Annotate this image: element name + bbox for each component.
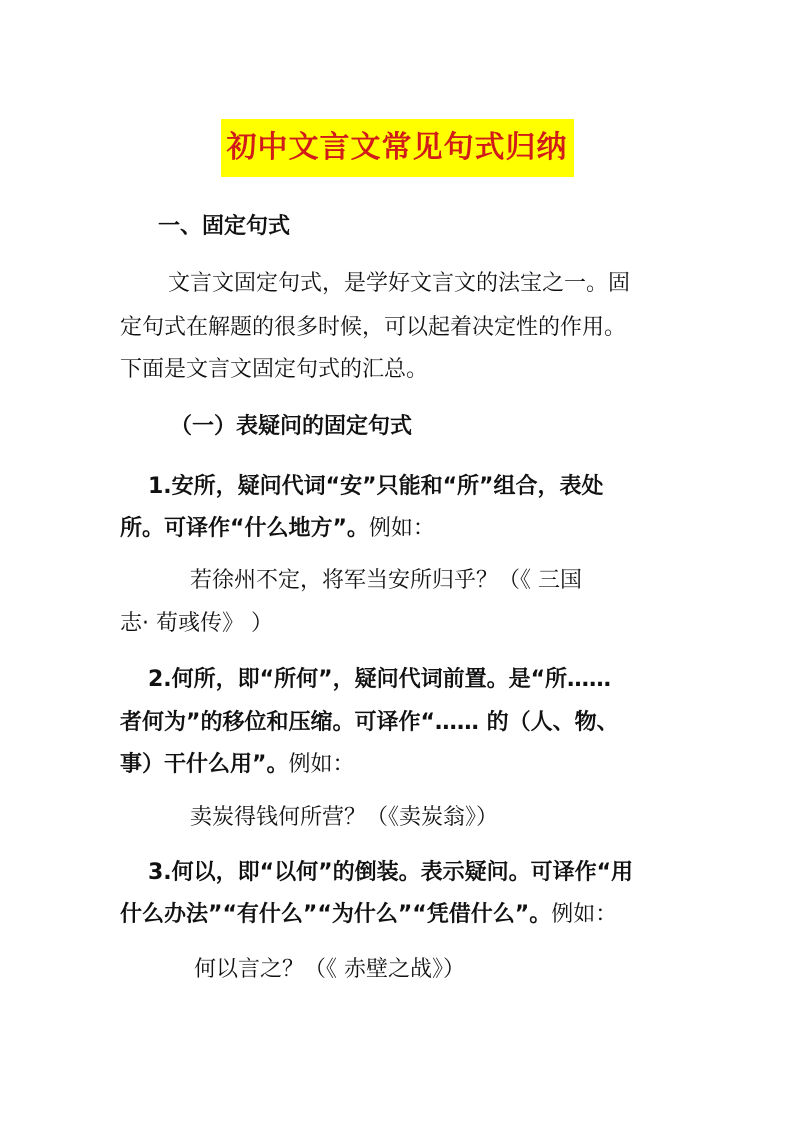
title-wrap [0, 119, 794, 177]
subsection-heading: （一）表疑问的固定句式 [170, 414, 413, 439]
item2-line-3 [120, 750, 354, 780]
intro-line-2: 定句式在解题的很多时候，可以起着决定性的作用。 [120, 315, 627, 340]
item1-example-prefix: 例如： [368, 516, 435, 541]
item2-line-3-text: 事）干什么用”。 [120, 752, 289, 777]
item1-example-line-2: 志· 荀彧传》 ） [120, 611, 273, 636]
item2-line-1: 2.何所，即“所何”，疑问代词前置。是“所…… [148, 667, 612, 692]
item3-line-1: 3.何以，即“以何”的倒装。表示疑问。可译作“用 [148, 860, 634, 885]
intro-line-1: 文言文固定句式，是学好文言文的法宝之一。固 [168, 271, 631, 296]
item1-line-1: 1.安所，疑问代词“安”只能和“所”组合，表处 [148, 474, 604, 499]
item3-line-2 [120, 900, 617, 930]
item3-example-prefix: 例如： [551, 902, 618, 927]
item2-example-line-1: 卖炭得钱何所营？（《卖炭翁》） [190, 805, 499, 830]
item1-line-2 [120, 514, 435, 544]
item3-line-2-text: 什么办法”“有什么”“为什么”“凭借什么”。 [120, 902, 552, 927]
item2-example-prefix: 例如： [288, 752, 355, 777]
item1-line-2-text: 所。可译作“什么地方”。 [120, 516, 369, 541]
item2-line-2: 者何为”的移位和压缩。可译作“…… 的（人、物、 [120, 710, 619, 735]
intro-line-3: 下面是文言文固定句式的汇总。 [120, 357, 429, 382]
item3-example-line-1: 何以言之？（《 赤壁之战》） [194, 957, 465, 982]
section-heading: 一、固定句式 [158, 214, 291, 239]
document-title: 初中文言文常见句式归纳 [221, 119, 574, 177]
item1-example-line-1: 若徐州不定，将军当安所归乎？（《 三国 [190, 568, 582, 593]
